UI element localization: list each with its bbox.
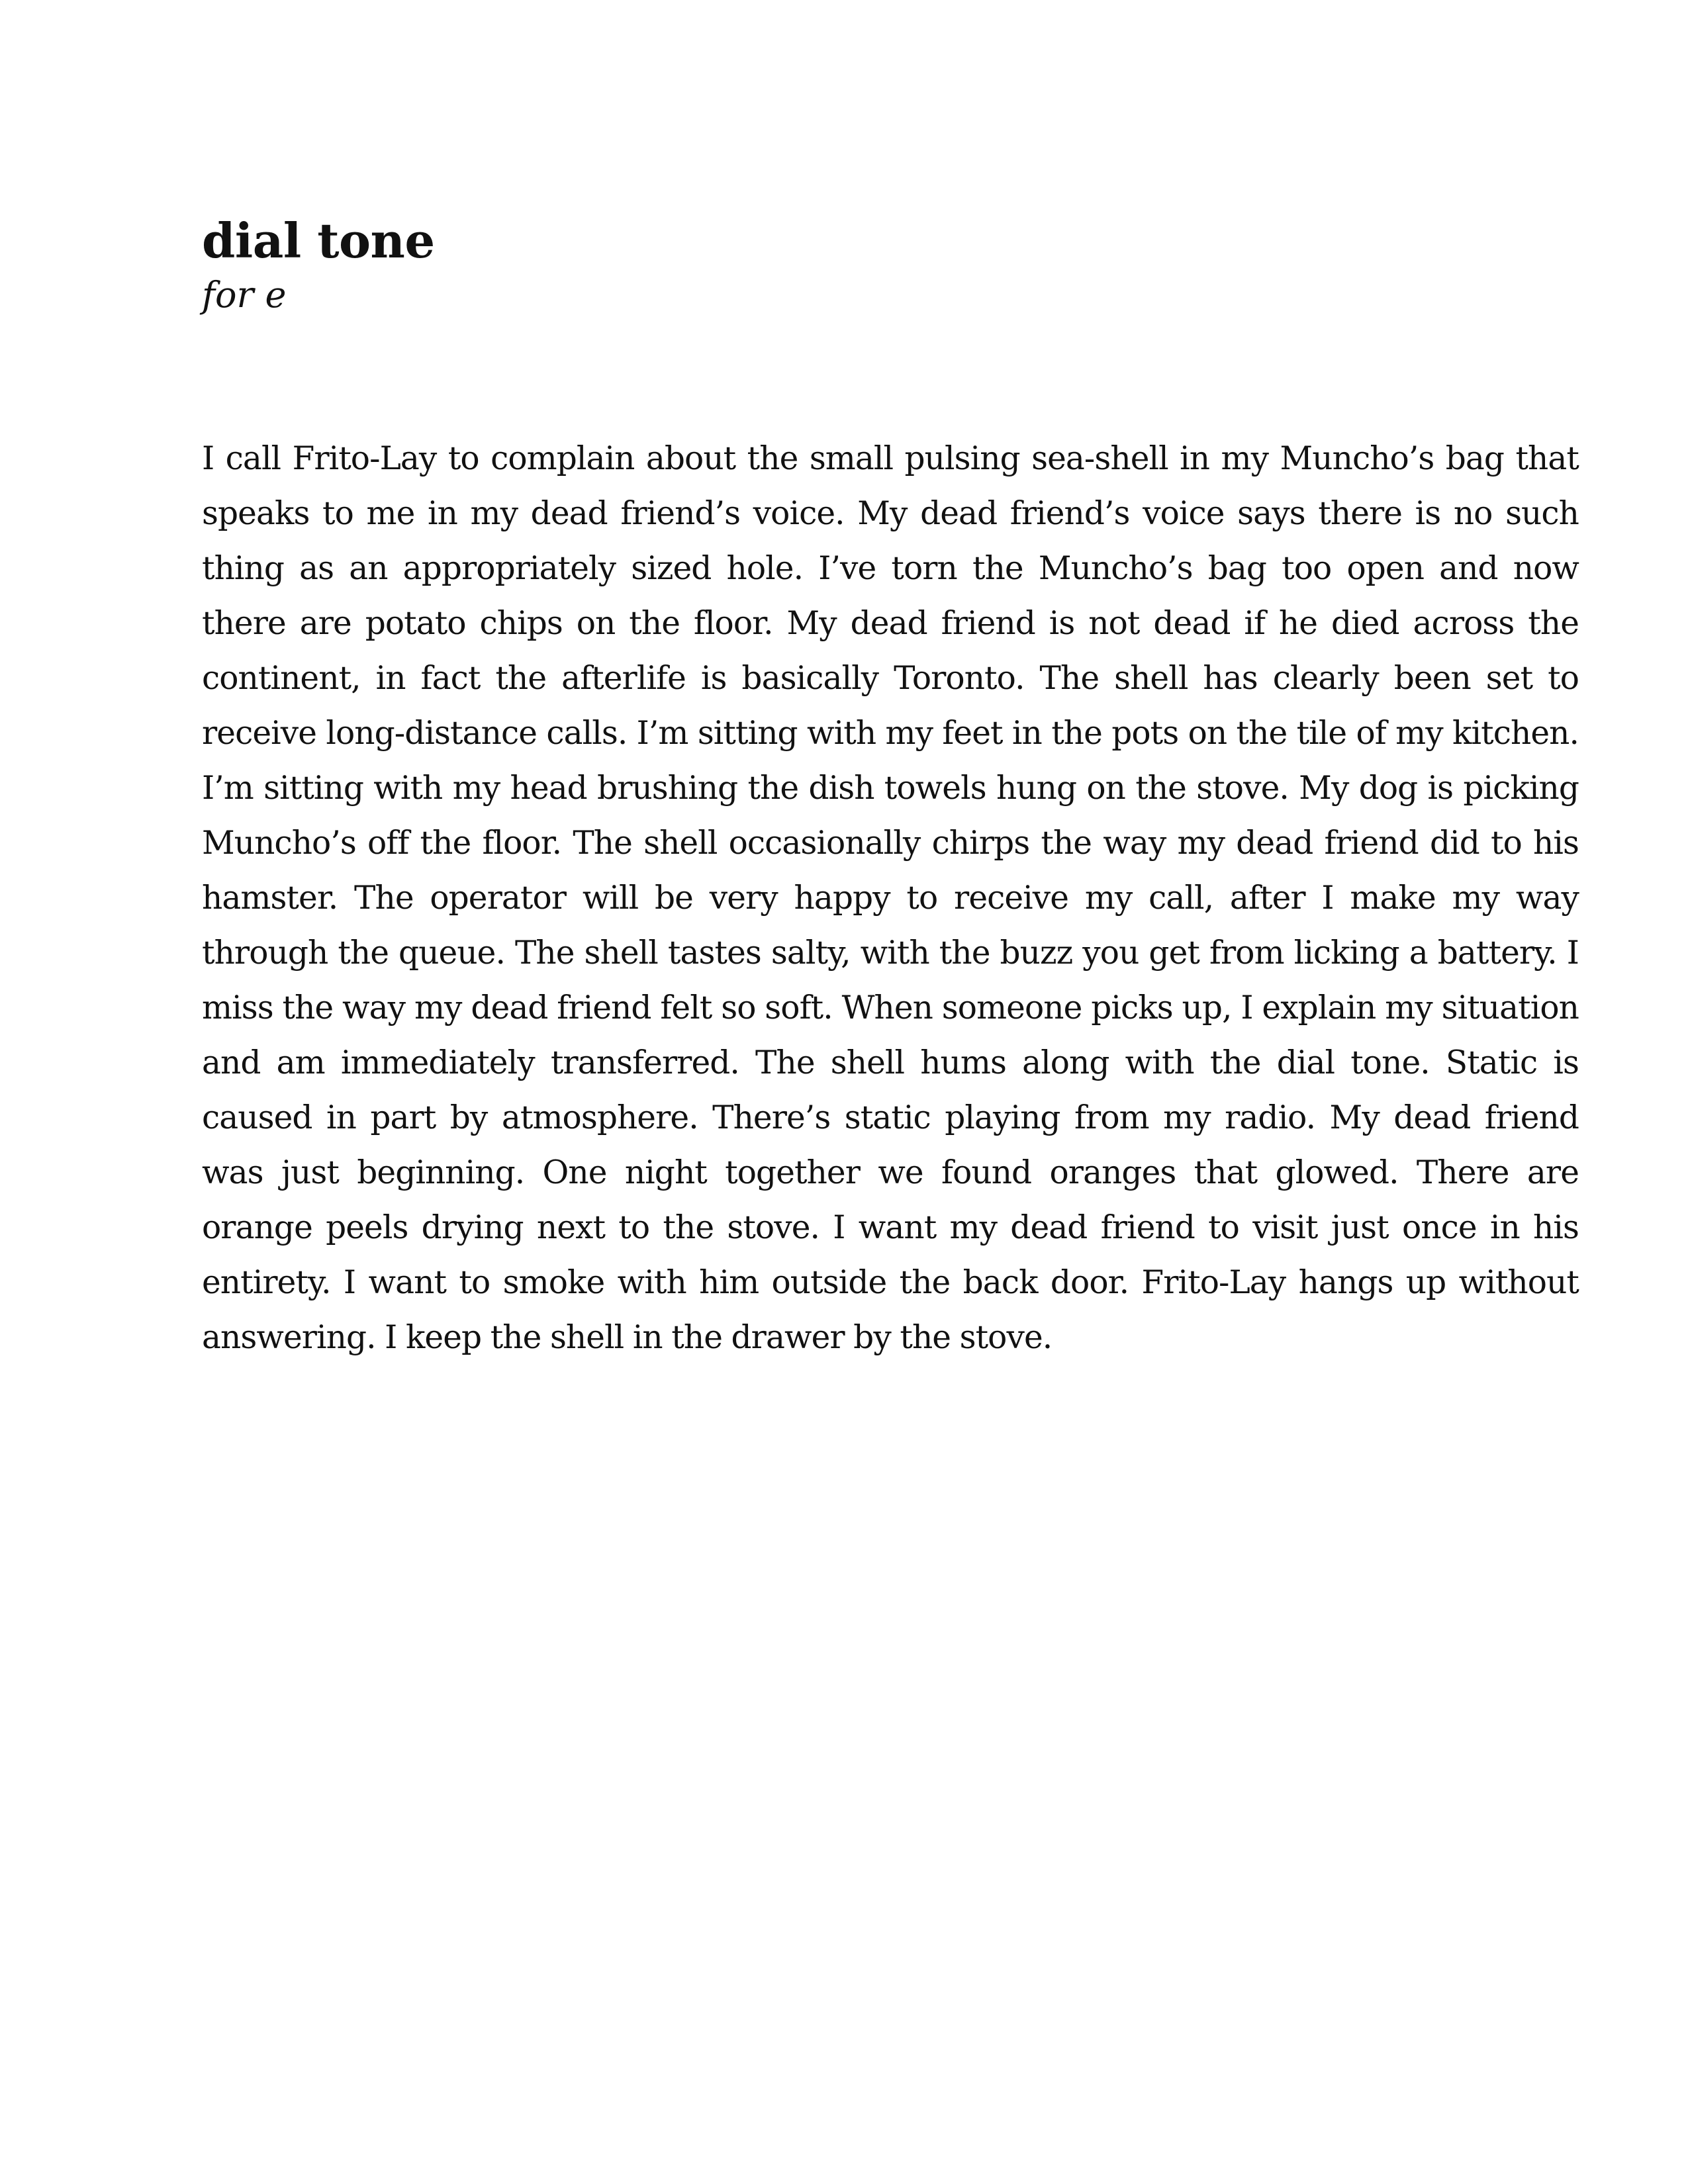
poem-header (202, 210, 1579, 319)
poem-dedication: for e (202, 274, 287, 316)
poem-title: dial tone (202, 212, 435, 269)
poem-body: I call Frito-Lay to complain about the small pulsing sea-shell in my Muncho’s bag that speaks to me in my dead friend’s voice. My dead friend’s voice says there is no such thing as an appropriately sized hole. I’ve torn the Muncho’s bag too open and now there are potato chips on the floor. My dead friend is not dead if he died across the continent, in fact the afterlife is basically Toronto. The shell has clearly been set to receive long-distance calls. I’m sitting with my feet in the pots on the tile of my kitchen. I’m sitting with my head brushing the dish towels hung on the stove. My dog is picking Muncho’s off the floor. The shell occasionally chirps the way my dead friend did to his hamster. The operator will be very happy to receive my call, after I make my way through the queue. The shell tastes salty, with the buzz you get from licking a battery. I miss the way my dead friend felt so soft. When someone picks up, I explain my situation and am immediately transferred. The shell hums along with the dial tone. Static is caused in part by atmosphere. There’s static playing from my radio. My dead friend was just beginning. One night together we found oranges that glowed. There are orange peels drying next to the stove. I want my dead friend to visit just once in his entirety. I want to smoke with him outside the back door. Frito-Lay hangs up without answering. I keep the shell in the drawer by the stove. (202, 440, 1579, 1356)
